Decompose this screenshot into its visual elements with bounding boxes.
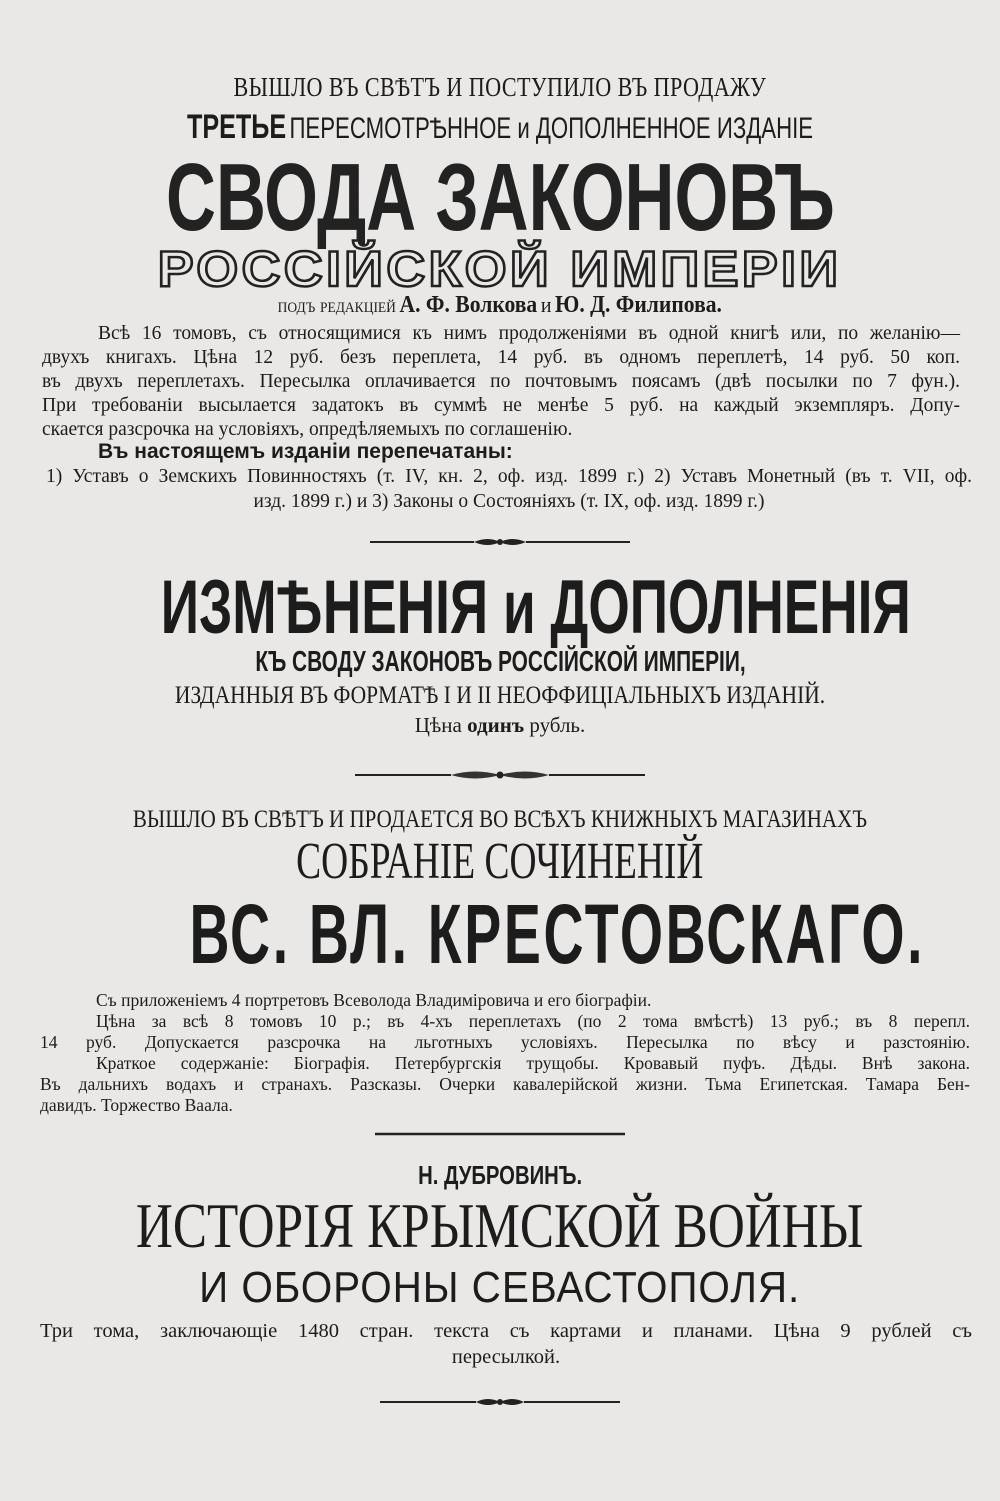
body-line: пересылкой. <box>451 1346 561 1368</box>
main-title <box>0 144 1000 251</box>
changes-subtitle: КЪ СВОДУ ЗАКОНОВЪ РОССІЙСКОЙ ИМПЕРІИ, <box>254 646 746 678</box>
works-title: СОБРАНІЕ СОЧИНЕНІЙ <box>296 833 704 890</box>
changes-line3: ИЗДАННЫЯ ВЪ ФОРМАТѢ I И II НЕОФФИЦІАЛЬНЫХЪ ИЗДАНІЙ. <box>174 682 826 709</box>
title-svoda: СВОДА ЗАКОНОВЪ <box>165 144 835 251</box>
body-line: 14 руб. Допускается разсрочка на льготныхъ условіяхъ. Пересылка по вѣсу и разстоянію. <box>40 1032 970 1052</box>
body-line: Всѣ 16 томовъ, съ относящимися къ нимъ продолженіями въ одной книгѣ или, по желанію— <box>98 323 960 344</box>
body-line: Цѣна за всѣ 8 томовъ 10 р.; въ 4-хъ переплетахъ (по 2 тома вмѣстѣ) 13 руб.; въ 8 перепл. <box>96 1011 970 1031</box>
body-line: Въ дальнихъ водахъ и странахъ. Разсказы. Очерки кавалерійской жизни. Тьма Египетская. Тамара Бен- <box>40 1074 970 1094</box>
reprinted-heading: Въ настоящемъ изданіи перепечатаны: <box>98 440 513 463</box>
changes-price: Цѣна одинъ рубль. <box>414 713 586 737</box>
changes-title <box>0 565 1000 650</box>
editors-and: и <box>541 292 552 317</box>
body-line: Три тома, заключающіе 1480 стран. текста съ картами и планами. Цѣна 9 рублей съ <box>40 1320 972 1342</box>
body-line: двухъ книгахъ. Цѣна 12 руб. безъ переплета, 14 руб. въ одномъ переплетѣ, 14 руб. 50 коп. <box>42 347 960 368</box>
body-line: давидъ. Торжество Ваала. <box>40 1095 233 1115</box>
body-line: Краткое содержаніе: Біографія. Петербургскія трущобы. Кровавый пуфъ. Дѣды. Внѣ закона. <box>96 1053 970 1073</box>
body-line: При требованіи высылается задатокъ въ суммѣ не менѣе 5 руб. на каждый экземпляръ. Допу- <box>42 395 960 416</box>
reprinted-list <box>46 464 972 514</box>
editors-line <box>0 292 1000 319</box>
edition-rest: ПЕРЕСМОТРѢННОЕ и ДОПОЛНЕННОЕ ИЗДАНІЕ <box>289 112 814 145</box>
section1-body <box>42 322 960 442</box>
ornament-divider <box>0 535 1000 554</box>
body-line: скается разсрочка на условіяхъ, опредѣляемыхъ по соглашенію. <box>42 419 573 440</box>
subtitle-empire: РОССІЙСКОЙ ИМПЕРІИ <box>158 241 842 297</box>
author-line: Н. ДУБРОВИНЪ. <box>418 1160 582 1190</box>
rule-divider <box>0 1124 1000 1142</box>
section4-body <box>40 1318 972 1370</box>
edition-line <box>0 108 1000 147</box>
reprinted-line: изд. 1899 г.) и 3) Законы о Состояніяхъ (т. IX, оф. изд. 1899 г.) <box>253 491 765 512</box>
sevastopol-title: И ОБОРОНЫ СЕВАСТОПОЛЯ. <box>199 1263 801 1312</box>
body-line: въ двухъ переплетахъ. Пересылка оплачивается по почтовымъ поясамъ (двѣ посылки по 7 фун.). <box>42 371 960 392</box>
editor-volkov: А. Ф. Волкова <box>399 292 538 318</box>
announce-text: ВЫШЛО ВЪ СВѢТЪ И ПОСТУПИЛО ВЪ ПРОДАЖУ <box>233 72 767 102</box>
crimea-title: ИСТОРІЯ КРЫМСКОЙ ВОЙНЫ <box>136 1190 864 1261</box>
reprinted-line: 1) Уставъ о Земскихъ Повинностяхъ (т. IV, кн. 2, оф. изд. 1899 г.) 2) Уставъ Монетный (въ т. VII, оф. <box>46 466 972 487</box>
edition-bold: ТРЕТЬЕ <box>186 108 287 146</box>
krestovsky-title: ВС. ВЛ. КРЕСТОВСКАГО. <box>189 887 926 981</box>
section3-body <box>40 990 970 1116</box>
body-line: Съ приложеніемъ 4 портретовъ Всеволода Владиміровича и его біографіи. <box>96 990 652 1010</box>
title-changes: ИЗМѢНЕНІЯ и ДОПОЛНЕНІЯ <box>160 565 911 650</box>
announce-3: ВЫШЛО ВЪ СВѢТЪ И ПРОДАЕТСЯ ВО ВСѢХЪ КНИЖНЫХЪ МАГАЗИНАХЪ <box>132 806 868 833</box>
editors-pre: подъ редакціей <box>277 293 397 317</box>
editor-filipov: Ю. Д. Филипова. <box>555 292 723 318</box>
ornament-divider-2 <box>0 768 1000 787</box>
announce-1 <box>0 72 1000 103</box>
ornament-divider-3 <box>0 1395 1000 1414</box>
empire-title <box>0 241 1000 297</box>
